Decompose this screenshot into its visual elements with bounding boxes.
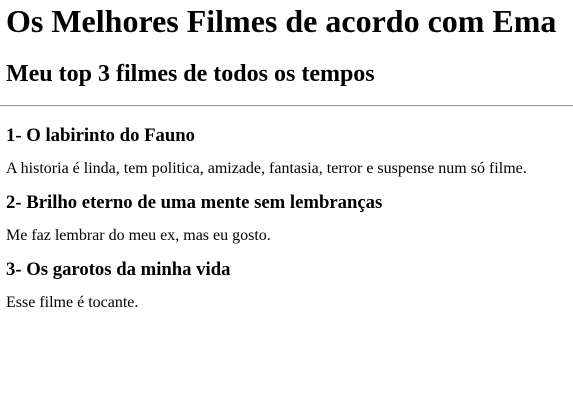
movie-heading: 1- O labirinto do Fauno (6, 125, 195, 146)
movie-description: Me faz lembrar do meu ex, mas eu gosto. (6, 227, 271, 244)
movie-item-3 (6, 259, 567, 313)
movie-heading: 3- Os garotos da minha vida (6, 259, 231, 280)
page-content (0, 3, 573, 313)
page-subtitle: Meu top 3 filmes de todos os tempos (6, 61, 375, 87)
page-title: Os Melhores Filmes de acordo com Ema (6, 3, 557, 39)
movie-item-2 (6, 192, 567, 246)
movie-heading: 2- Brilho eterno de uma mente sem lembranças (6, 192, 383, 213)
movie-description: A historia é linda, tem politica, amizade, fantasia, terror e suspense num só filme. (6, 160, 527, 177)
divider (0, 105, 573, 107)
movie-description: Esse filme é tocante. (6, 294, 139, 311)
movie-item-1 (6, 125, 567, 179)
